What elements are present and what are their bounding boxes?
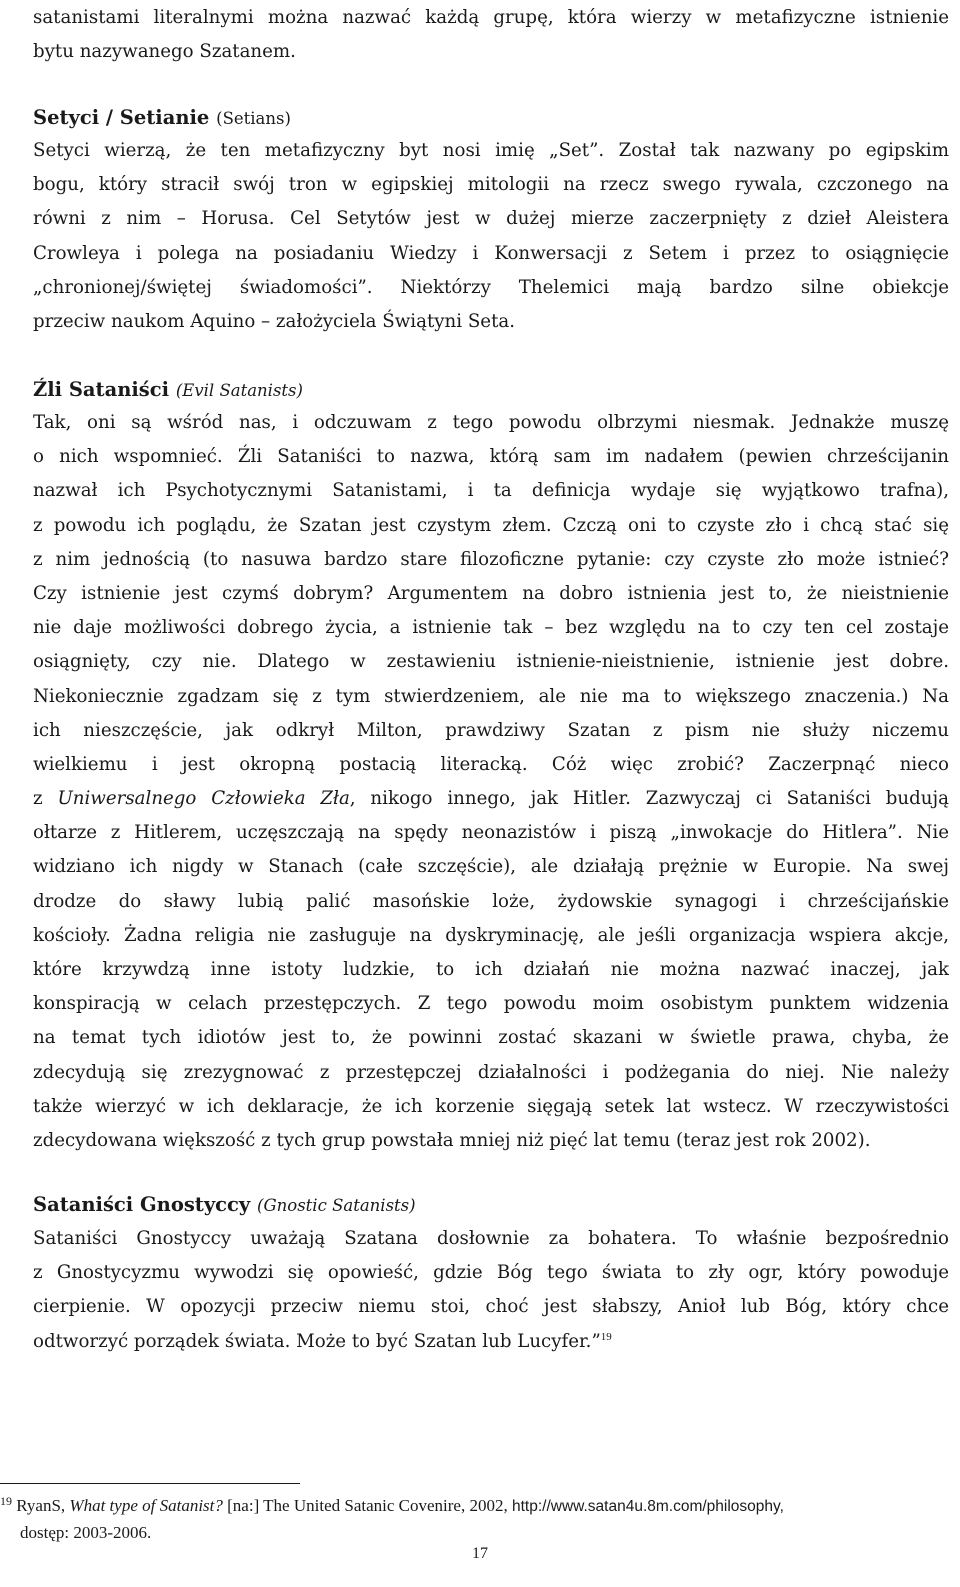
text-line: nie daje możliwości dobrego życia, a istnienie tak – bez względu na to czy ten cel zostaje [33,617,949,639]
text-line: zdecydowana większość z tych grup powstała mniej niż pięć lat temu (teraz jest rok 2002). [33,1129,871,1151]
text-fragment: , nikogo innego, jak Hitler. Zazwyczaj ci Sataniści budują [349,788,949,810]
text-line: satanistami literalnymi można nazwać każdą grupę, która wierzy w metafizyczne istnienie [33,7,949,28]
text-line: na temat tych idiotów jest to, że powinni zostać skazani w świetle prawa, chyba, że [33,1027,949,1049]
footnote [0,1493,940,1546]
heading-title: Setyci / Setianie [33,106,210,129]
heading-english: (Setians) [216,109,291,128]
footnote-number: 19 [0,1494,12,1508]
text-line: z Gnostycyzmu wywodzi się opowieść, gdzie Bóg tego świata to zły ogr, który powoduje [33,1262,949,1284]
text-line: przeciw naukom Aquino – założyciela Świątyni Seta. [33,310,516,332]
text-line: bytu nazywanego Szatanem. [33,41,296,63]
text-line-with-footnote-ref [33,1325,949,1359]
gnostic-satanists-paragraph [33,1222,949,1359]
text-line: „chronionej/świętej świadomości”. Niektórzy Thelemici mają bardzo silne obiekcje [33,276,949,298]
section-heading-setians [33,101,291,136]
text-line-with-title [33,782,949,816]
footnote-separator [0,1483,300,1484]
text-line: które krzywdzą inne istoty ludzkie, to ich działań nie można nazwać inaczej, jak [33,959,949,980]
footnote-reference[interactable]: 19 [600,1330,612,1343]
text-line: o nich wspomnieć. Źli Sataniści to nazwa, którą sam im nadałem (pewien chrześcijanin [33,446,949,468]
text-line: ich nieszczęście, jak odkrył Milton, prawdziwy Szatan z pism nie służy niczemu [33,719,949,741]
text-line: równi z nim – Horusa. Cel Setytów jest w dużej mierze zaczerpnięty z dzieł Aleistera [33,208,949,230]
footnote-publisher: [na:] The United Satanic Covenire, 2002, [227,1496,508,1515]
text-fragment: z [33,788,43,810]
text-line: cierpienie. W opozycji przeciw niemu stoi, choć jest słabszy, Anioł lub Bóg, który chce [33,1296,949,1318]
text-line: Niekoniecznie zgadzam się z tym stwierdzeniem, ale nie ma to większego znaczenia.) Na [33,685,949,707]
setians-paragraph [33,134,949,339]
heading-english: (Gnostic Satanists) [257,1196,416,1215]
text-fragment: odtworzyć porządek świata. Może to być Szatan lub Lucyfer.” [33,1330,601,1352]
text-line: wielkiemu i jest okropną postacią literacką. Cóż więc zrobić? Zaczerpnąć nieco [33,753,949,775]
text-line: także wierzyć w ich deklaracje, że ich korzenie sięgają setek lat wstecz. W rzeczywistości [33,1095,949,1117]
text-line: z nim jednością (to nasuwa bardzo stare filozoficzne pytanie: czy czyste zło może istnieć? [33,548,949,570]
footnote-url-link[interactable]: http://www.satan4u.8m.com/philosophy, [511,1498,784,1515]
text-line: zdecydują się zrezygnować z przestępczej działalności i podżegania do niej. Nie należy [33,1061,949,1083]
text-line: Tak, oni są wśród nas, i odczuwam z tego powodu olbrzymi niesmak. Jednakże muszę [33,412,949,433]
text-line: Sataniści Gnostyccy uważają Szatana dosłownie za bohatera. To właśnie bezpośrednio [33,1228,949,1249]
text-line: z powodu ich poglądu, że Szatan jest czystym złem. Czczą oni to czyste zło i chcą stać się [33,514,949,536]
heading-title: Sataniści Gnostyccy [33,1193,251,1216]
text-line: bogu, który stracił swój tron w egipskiej mitologii na rzecz swego rywala, czczonego na [33,174,949,196]
page-number: 17 [472,1545,488,1562]
footnote-access: dostęp: 2003-2006. [20,1523,152,1542]
text-line: ołtarze z Hitlerem, uczęszczają na spędy neonazistów i piszą „inwokacje do Hitlera”. Nie [33,822,949,844]
text-line: kościoły. Żadna religia nie zasługuje na dyskryminację, ale jeśli organizacja wspiera akcje, [33,924,949,946]
section-heading-evil-satanists [33,373,303,408]
text-line: Czy istnienie jest czymś dobrym? Argumentem na dobro istnienia jest to, że nieistnienie [33,582,949,604]
intro-paragraph [33,1,949,69]
text-line: konspiracją w celach przestępczych. Z tego powodu moim osobistym punktem widzenia [33,993,949,1015]
footnote-line [0,1493,940,1520]
text-line: osiągnięty, czy nie. Dlatego w zestawieniu istnienie-nieistnienie, istnienie jest dobre. [33,651,949,673]
text-line: widziano ich nigdy w Stanach (całe szczęście), ale działają prężnie w Europie. Na swej [33,856,949,878]
text-line: nazwał ich Psychotycznymi Satanistami, i ta definicja wydaje się wyjątkowo trafna), [33,480,949,502]
footnote-author: RyanS, [16,1496,66,1515]
text-line: drodze do sławy lubią palić masońskie loże, żydowskie synagogi i chrześcijańskie [33,890,949,912]
footnote-title: What type of Satanist? [69,1496,223,1515]
text-line: Crowleya i polega na posiadaniu Wiedzy i Konwersacji z Setem i przez to osiągnięcie [33,242,949,264]
heading-english: (Evil Satanists) [175,381,303,400]
book-title: Uniwersalnego Człowieka Zła [57,788,350,810]
text-line: Setyci wierzą, że ten metafizyczny byt nosi imię „Set”. Został tak nazwany po egipskim [33,140,949,161]
section-heading-gnostic-satanists [33,1188,416,1223]
evil-satanists-paragraph [33,406,949,1158]
heading-title: Źli Sataniści [33,378,170,401]
